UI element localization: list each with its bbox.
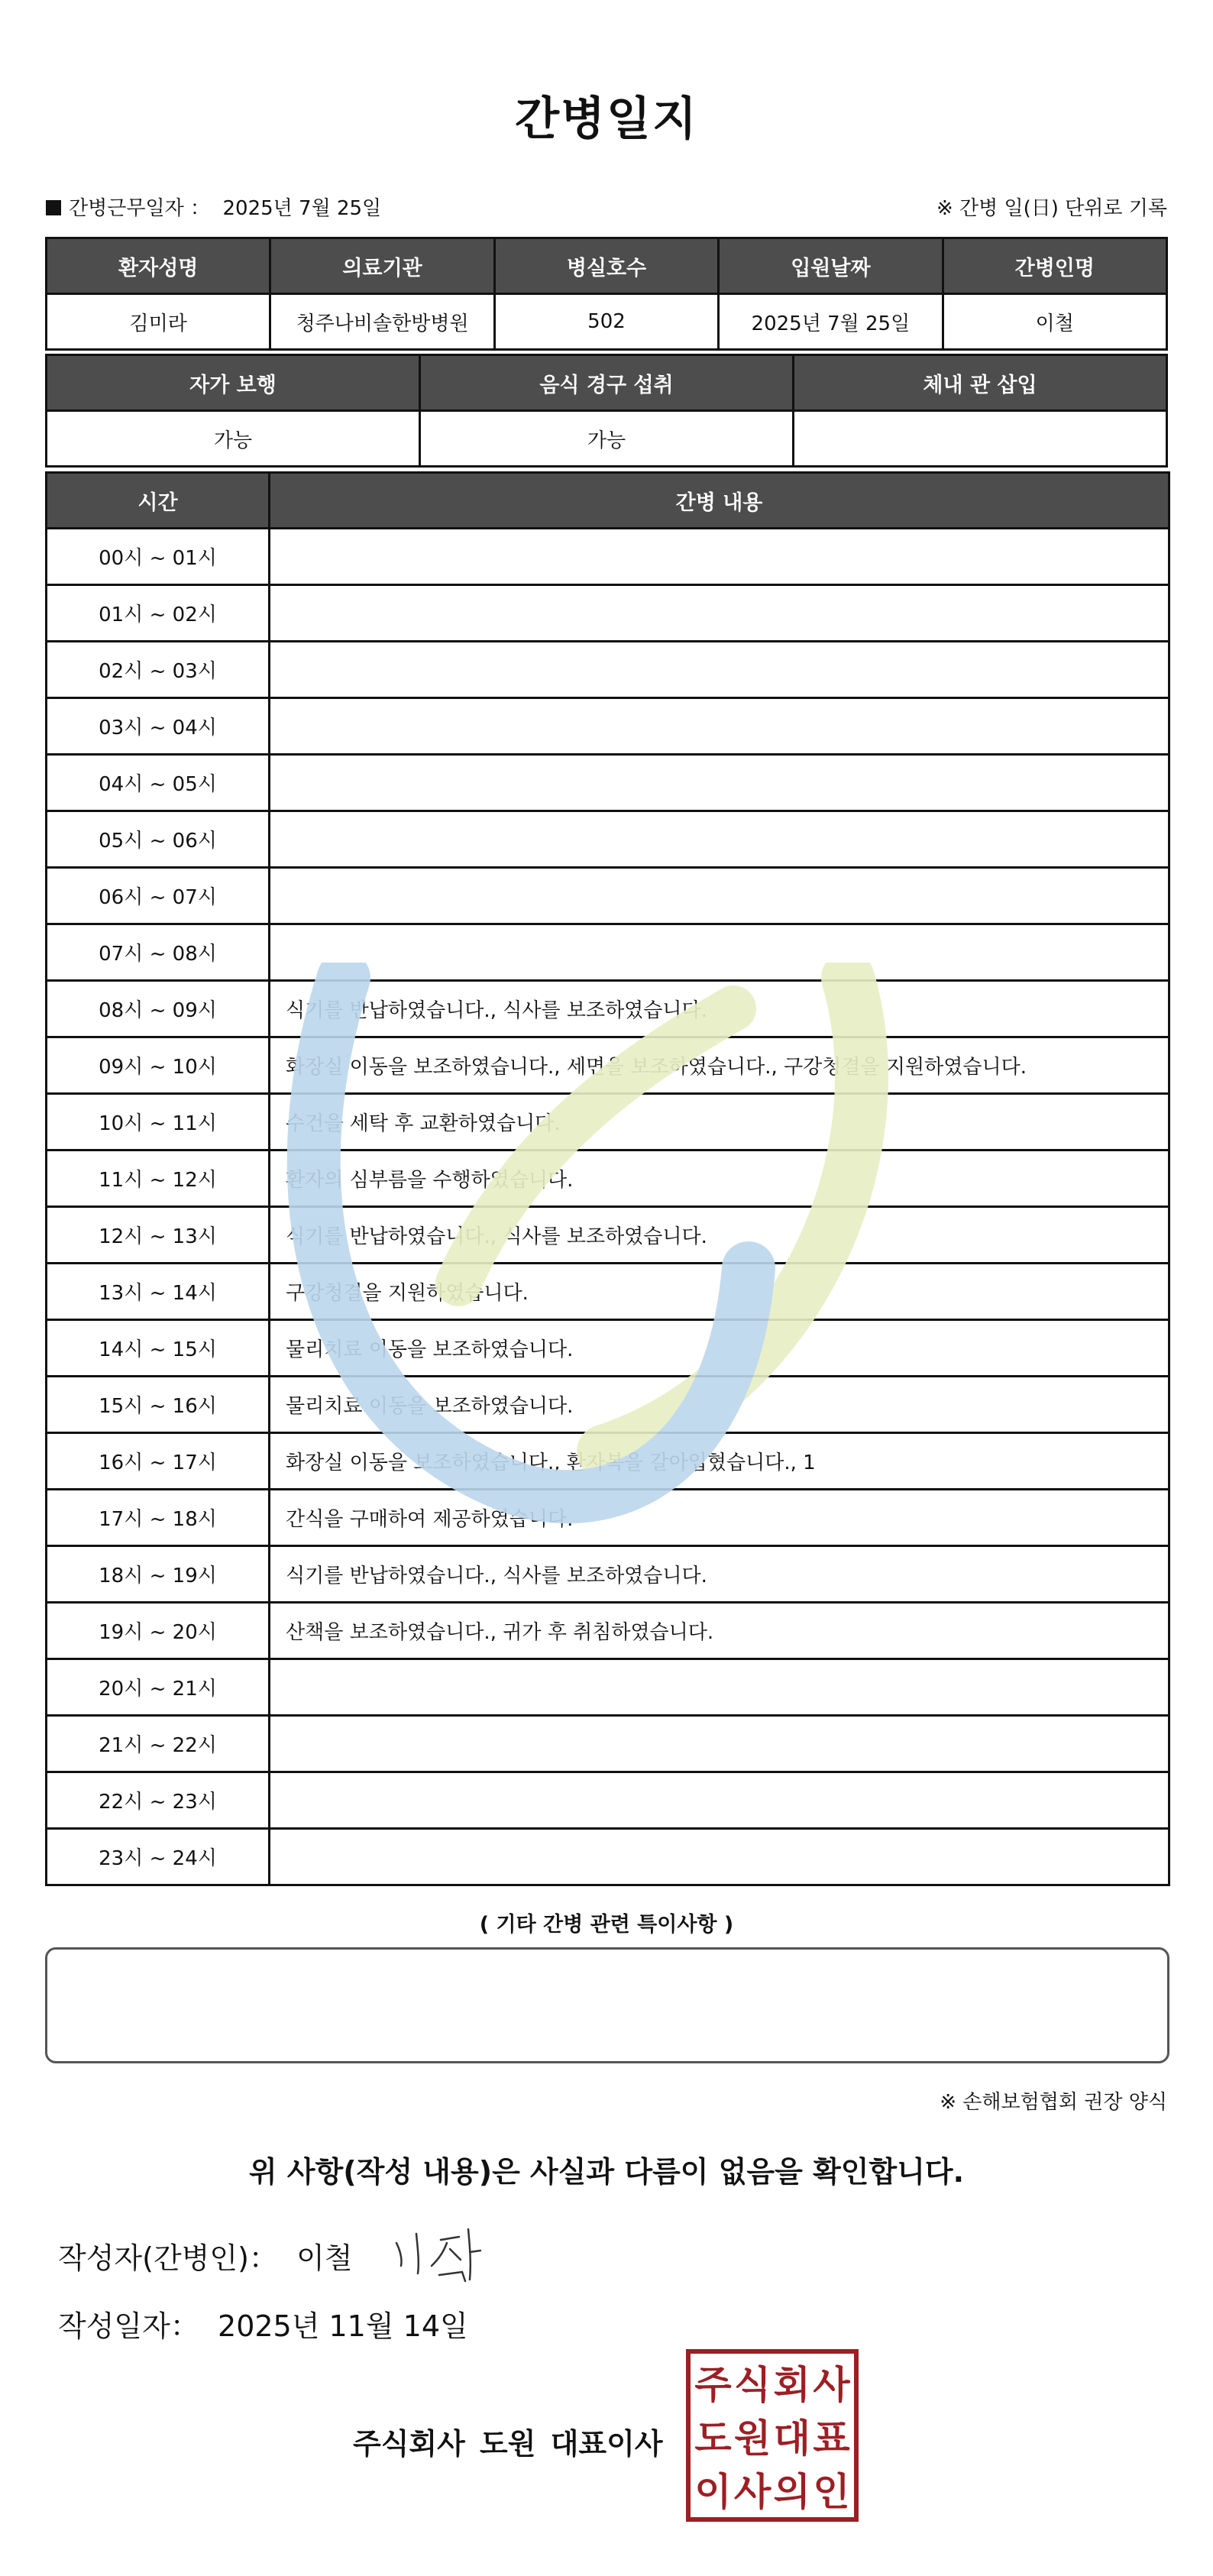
care-content bbox=[270, 585, 1169, 642]
time-slot: 12시 ~ 13시 bbox=[47, 1207, 270, 1264]
care-content bbox=[270, 642, 1169, 698]
time-slot: 20시 ~ 21시 bbox=[47, 1659, 270, 1716]
table-row bbox=[47, 924, 1169, 981]
header-tube-insertion: 체내 관 삽입 bbox=[794, 355, 1167, 411]
time-slot: 18시 ~ 19시 bbox=[47, 1546, 270, 1603]
time-slot: 14시 ~ 15시 bbox=[47, 1320, 270, 1377]
tube-insertion-value bbox=[794, 411, 1167, 467]
company-seal bbox=[686, 2349, 859, 2522]
table-row bbox=[47, 642, 1169, 698]
table-row bbox=[47, 1320, 1169, 1377]
oral-intake-value: 가능 bbox=[420, 411, 794, 467]
table-row bbox=[47, 755, 1169, 811]
work-date-line bbox=[46, 193, 381, 221]
work-date-label: 간병근무일자 ： bbox=[69, 197, 210, 220]
header-room: 병실호수 bbox=[494, 238, 718, 294]
time-slot: 01시 ~ 02시 bbox=[47, 585, 270, 642]
header-patient-name: 환자성명 bbox=[47, 238, 270, 294]
table-row bbox=[47, 698, 1169, 755]
care-content bbox=[270, 529, 1169, 585]
care-content: 식기를 반납하였습니다., 식사를 보조하였습니다. bbox=[270, 981, 1169, 1037]
header-oral-intake: 음식 경구 섭취 bbox=[420, 355, 794, 411]
company-representative: 주식회사 도원 대표이사 bbox=[353, 2427, 663, 2461]
care-content: 간식을 구매하여 제공하였습니다. bbox=[270, 1490, 1169, 1546]
self-walking-value: 가능 bbox=[47, 411, 420, 467]
care-content bbox=[270, 1659, 1169, 1716]
care-content: 물리치료 이동을 보조하였습니다. bbox=[270, 1377, 1169, 1433]
table-row bbox=[47, 1094, 1169, 1150]
table-row bbox=[47, 1829, 1169, 1885]
table-row bbox=[47, 1716, 1169, 1772]
care-content bbox=[270, 698, 1169, 755]
care-content: 식기를 반납하였습니다., 식사를 보조하였습니다. bbox=[270, 1207, 1169, 1264]
care-log-table bbox=[45, 471, 1170, 1886]
time-slot: 08시 ~ 09시 bbox=[47, 981, 270, 1037]
time-slot: 21시 ~ 22시 bbox=[47, 1716, 270, 1772]
table-row bbox=[47, 811, 1169, 868]
seal-character: 이 bbox=[694, 2469, 732, 2514]
time-slot: 00시 ~ 01시 bbox=[47, 529, 270, 585]
confirmation-statement: 위 사항(작성 내용)은 사실과 다름이 없음을 확인합니다. bbox=[248, 2155, 965, 2189]
header-self-walking: 자가 보행 bbox=[47, 355, 420, 411]
table-row bbox=[47, 981, 1169, 1037]
square-bullet-icon bbox=[46, 200, 61, 215]
table-row bbox=[47, 1433, 1169, 1490]
table-row bbox=[47, 1207, 1169, 1264]
time-slot: 19시 ~ 20시 bbox=[47, 1603, 270, 1659]
time-slot: 16시 ~ 17시 bbox=[47, 1433, 270, 1490]
seal-character: 사 bbox=[813, 2362, 850, 2407]
patient-name: 김미라 bbox=[47, 294, 270, 350]
remarks-title: ( 기타 간병 관련 특이사항 ) bbox=[479, 1913, 734, 1937]
table-row bbox=[47, 1037, 1169, 1094]
written-date-line bbox=[58, 2303, 468, 2345]
table-row bbox=[47, 1377, 1169, 1433]
table-row bbox=[47, 1659, 1169, 1716]
care-content: 환자의 심부름을 수행하였습니다. bbox=[270, 1150, 1169, 1207]
time-slot: 03시 ~ 04시 bbox=[47, 698, 270, 755]
care-content bbox=[270, 1716, 1169, 1772]
seal-character: 표 bbox=[813, 2416, 850, 2461]
care-content bbox=[270, 1829, 1169, 1885]
writer-label: 작성자(간병인)： bbox=[58, 2241, 278, 2275]
time-slot: 02시 ~ 03시 bbox=[47, 642, 270, 698]
remarks-box bbox=[45, 1947, 1169, 2063]
table-row bbox=[47, 1603, 1169, 1659]
seal-character: 주 bbox=[694, 2362, 732, 2407]
table-row bbox=[47, 1772, 1169, 1829]
seal-character: 인 bbox=[813, 2469, 850, 2514]
writer-name: 이철 bbox=[296, 2241, 353, 2275]
time-slot: 11시 ~ 12시 bbox=[47, 1150, 270, 1207]
time-slot: 22시 ~ 23시 bbox=[47, 1772, 270, 1829]
caregiver-name: 이철 bbox=[943, 294, 1166, 350]
admission-date: 2025년 7월 25일 bbox=[719, 294, 943, 350]
time-slot: 17시 ~ 18시 bbox=[47, 1490, 270, 1546]
work-date: 2025년 7월 25일 bbox=[222, 197, 382, 220]
table-row bbox=[47, 1150, 1169, 1207]
form-source-note: ※ 손해보험협회 권장 양식 bbox=[940, 2091, 1167, 2114]
seal-character: 식 bbox=[734, 2362, 771, 2407]
seal-character: 의 bbox=[773, 2469, 810, 2514]
writer-line bbox=[58, 2235, 353, 2277]
time-slot: 15시 ~ 16시 bbox=[47, 1377, 270, 1433]
time-slot: 06시 ~ 07시 bbox=[47, 868, 270, 924]
seal-character: 대 bbox=[773, 2416, 810, 2461]
hospital-name: 청주나비솔한방병원 bbox=[270, 294, 494, 350]
care-content bbox=[270, 1772, 1169, 1829]
care-content bbox=[270, 811, 1169, 868]
table-row bbox=[47, 1546, 1169, 1603]
time-slot: 09시 ~ 10시 bbox=[47, 1037, 270, 1094]
seal-character: 원 bbox=[734, 2416, 771, 2461]
care-content: 물리치료 이동을 보조하였습니다. bbox=[270, 1320, 1169, 1377]
handwritten-signature bbox=[386, 2218, 493, 2287]
time-slot: 04시 ~ 05시 bbox=[47, 755, 270, 811]
seal-character: 회 bbox=[773, 2362, 810, 2407]
care-content: 식기를 반납하였습니다., 식사를 보조하였습니다. bbox=[270, 1546, 1169, 1603]
time-slot: 13시 ~ 14시 bbox=[47, 1264, 270, 1320]
header-time: 시간 bbox=[47, 473, 270, 529]
room-number: 502 bbox=[494, 294, 718, 350]
table-row bbox=[47, 1490, 1169, 1546]
time-slot: 23시 ~ 24시 bbox=[47, 1829, 270, 1885]
table-row bbox=[47, 529, 1169, 585]
header-admission-date: 입원날짜 bbox=[719, 238, 943, 294]
table-row bbox=[47, 868, 1169, 924]
seal-character: 사 bbox=[734, 2469, 771, 2514]
time-slot: 05시 ~ 06시 bbox=[47, 811, 270, 868]
written-date: 2025년 11월 14일 bbox=[218, 2309, 468, 2343]
table-row bbox=[47, 1264, 1169, 1320]
care-content: 산책을 보조하였습니다., 귀가 후 취침하였습니다. bbox=[270, 1603, 1169, 1659]
record-note: ※ 간병 일(日) 단위로 기록 bbox=[936, 197, 1167, 220]
care-content: 화장실 이동을 보조하였습니다., 환자복을 갈아입혔습니다., 1 bbox=[270, 1433, 1169, 1490]
patient-info-table bbox=[45, 237, 1168, 351]
seal-character: 도 bbox=[694, 2416, 732, 2461]
patient-status-table bbox=[45, 354, 1168, 468]
care-content bbox=[270, 755, 1169, 811]
time-slot: 07시 ~ 08시 bbox=[47, 924, 270, 981]
document-title: 간병일지 bbox=[515, 92, 698, 146]
care-content bbox=[270, 868, 1169, 924]
care-content: 수건을 세탁 후 교환하였습니다. bbox=[270, 1094, 1169, 1150]
date-label: 작성일자： bbox=[58, 2309, 199, 2343]
header-caregiver: 간병인명 bbox=[943, 238, 1166, 294]
time-slot: 10시 ~ 11시 bbox=[47, 1094, 270, 1150]
table-row bbox=[47, 585, 1169, 642]
care-content: 화장실 이동을 보조하였습니다., 세면을 보조하였습니다., 구강청결을 지원하였습니다. bbox=[270, 1037, 1169, 1094]
care-content bbox=[270, 924, 1169, 981]
care-content: 구강청결을 지원하였습니다. bbox=[270, 1264, 1169, 1320]
header-care-content: 간병 내용 bbox=[270, 473, 1169, 529]
header-hospital: 의료기관 bbox=[270, 238, 494, 294]
